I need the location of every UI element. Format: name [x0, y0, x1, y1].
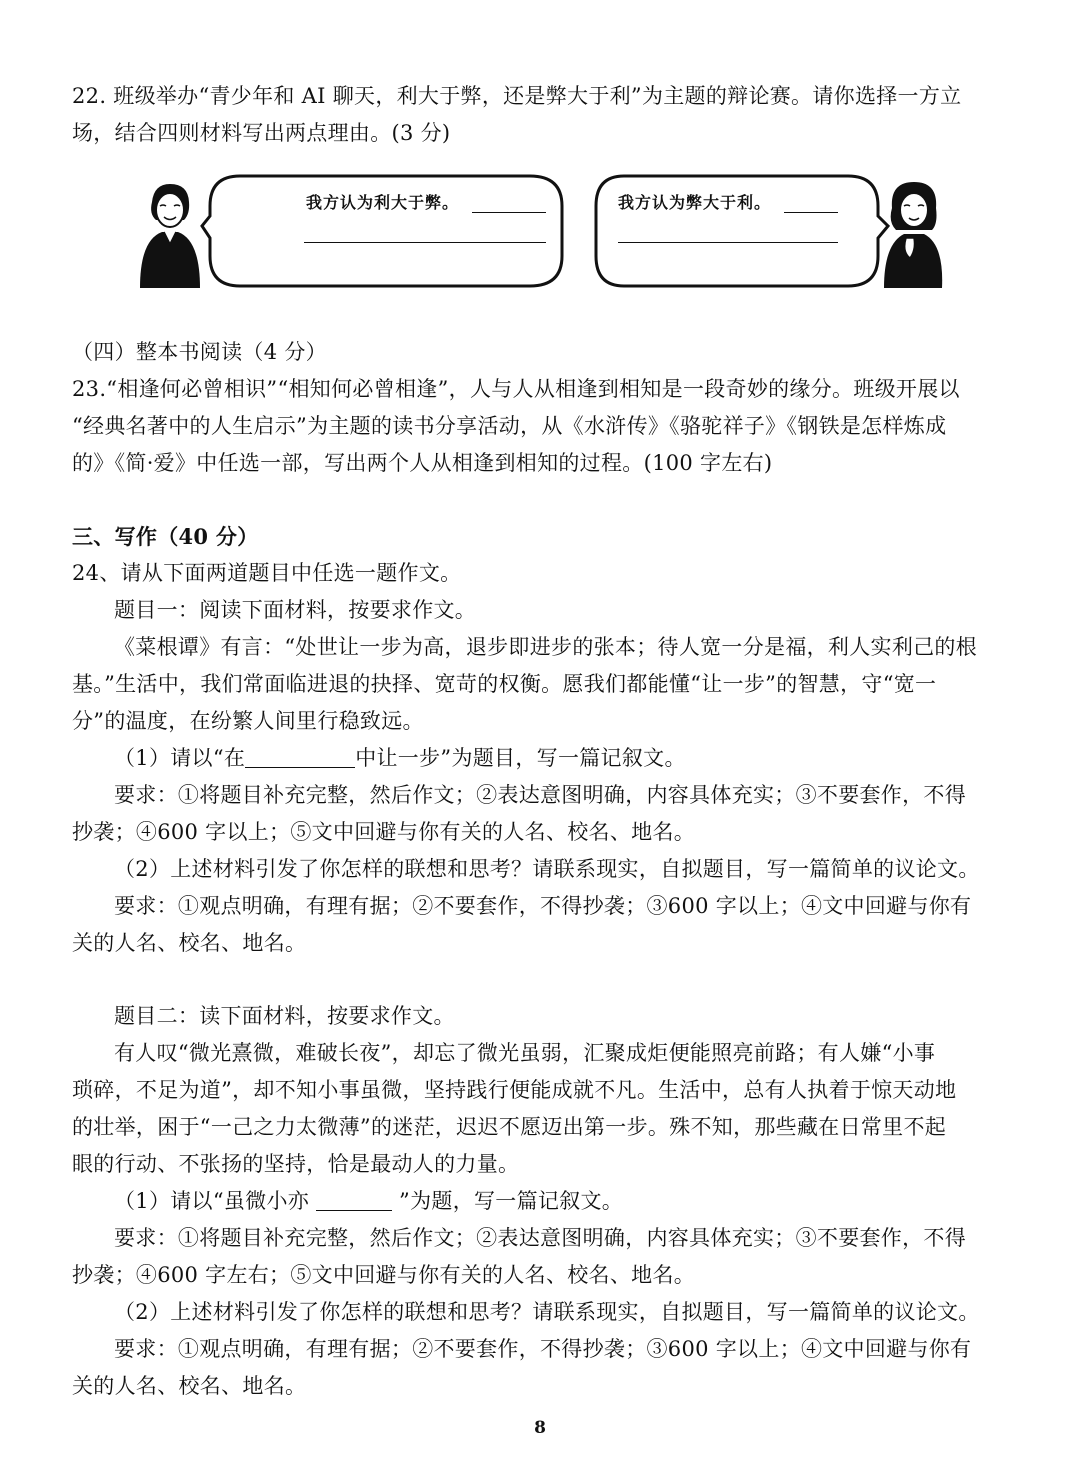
topic2-prompt-1-b: ”为题，写一篇记叙文。	[392, 1189, 624, 1213]
topic1-prompt-1-a: （1）请以“在	[114, 746, 246, 770]
topic1-title: 题目一：阅读下面材料，按要求作文。	[114, 598, 477, 622]
q23-line2: “经典名著中的人生启示”为主题的读书分享活动，从《水浒传》《骆驼祥子》《钢铁是怎样炼成	[72, 414, 947, 438]
topic2-material-1: 有人叹“微光熹微，难破长夜”，却忘了微光虽弱，汇聚成炬便能照亮前路；有人嫌“小事	[114, 1041, 936, 1065]
q22-line1: 22. 班级举办“青少年和 AI 聊天，利大于弊，还是弊大于利”为主题的辩论赛。请你选择一方立	[72, 84, 962, 108]
student-right-illustration	[880, 178, 946, 290]
topic2-req-1a: 要求：①将题目补充完整，然后作文；②表达意图明确，内容具体充实；③不要套作，不得	[114, 1226, 966, 1250]
q23-line1: 23.“相逢何必曾相识”“相知何必曾相逢”，人与人从相逢到相知是一段奇妙的缘分。班级开展以	[72, 377, 960, 401]
q22-line2: 场，结合四则材料写出两点理由。(3 分)	[72, 121, 451, 145]
topic1-prompt-2: （2）上述材料引发了你怎样的联想和思考？请联系现实，自拟题目，写一篇简单的议论文。	[114, 857, 980, 881]
page-number: 8	[534, 1418, 546, 1438]
bubble-right-text: 我方认为弊大于利。	[618, 193, 772, 212]
topic2-prompt-1-a: （1）请以“虽微小亦	[114, 1189, 317, 1213]
bubble-right-blank-2[interactable]	[618, 242, 838, 243]
topic2-title-blank[interactable]	[316, 1188, 392, 1211]
topic2-material-2: 琐碎，不足为道”，却不知小事虽微，坚持践行便能成就不凡。生活中，总有人执着于惊天动地	[72, 1078, 957, 1102]
topic2-req-1b: 抄袭；④600 字左右；⑤文中回避与你有关的人名、校名、地名。	[72, 1263, 696, 1287]
topic1-title-blank[interactable]	[245, 745, 355, 768]
bubble-left-text: 我方认为利大于弊。	[306, 193, 460, 212]
topic2-req-2a: 要求：①观点明确，有理有据；②不要套作，不得抄袭；③600 字以上；④文中回避与你有	[114, 1337, 972, 1361]
topic1-material-2: 基。”生活中，我们常面临进退的抉择、宽苛的权衡。愿我们都能懂“让一步”的智慧，守“宽一	[72, 672, 937, 696]
speech-bubble-right	[592, 170, 892, 292]
topic1-prompt-1-b: 中让一步”为题目，写一篇记叙文。	[355, 746, 686, 770]
topic1-prompt-1	[72, 740, 1008, 777]
bubble-right-blank-1[interactable]	[784, 212, 838, 213]
student-left-illustration	[134, 180, 204, 290]
topic1-material-3: 分”的温度，在纷繁人间里行稳致远。	[72, 709, 424, 733]
q23-line3: 的》《简·爱》中任选一部，写出两个人从相逢到相知的过程。(100 字左右)	[72, 451, 773, 475]
q24-line: 24、请从下面两道题目中任选一题作文。	[72, 561, 462, 585]
topic1-req-2a: 要求：①观点明确，有理有据；②不要套作，不得抄袭；③600 字以上；④文中回避与你有	[114, 894, 972, 918]
topic2-prompt-2: （2）上述材料引发了你怎样的联想和思考？请联系现实，自拟题目，写一篇简单的议论文。	[114, 1300, 980, 1324]
topic1-req-1b: 抄袭；④600 字以上；⑤文中回避与你有关的人名、校名、地名。	[72, 820, 696, 844]
topic1-req-1a: 要求：①将题目补充完整，然后作文；②表达意图明确，内容具体充实；③不要套作，不得	[114, 783, 966, 807]
topic1-material-1: 《菜根谭》有言：“处世让一步为高，退步即进步的张本；待人宽一分是福，利人实利己的根	[114, 635, 978, 659]
topic2-req-2b: 关的人名、校名、地名。	[72, 1374, 307, 1398]
speech-bubble-left	[200, 170, 568, 292]
topic2-title: 题目二：读下面材料，按要求作文。	[114, 1004, 455, 1028]
debate-figure	[72, 170, 1008, 292]
topic2-material-4: 眼的行动、不张扬的坚持，恰是最动人的力量。	[72, 1152, 520, 1176]
section4-heading: （四）整本书阅读（4 分）	[72, 340, 327, 364]
bubble-left-blank-2[interactable]	[304, 242, 546, 243]
section3-heading: 三、写作（40 分）	[72, 524, 259, 549]
topic2-prompt-1	[72, 1183, 1008, 1220]
bubble-left-blank-1[interactable]	[472, 212, 546, 213]
topic2-material-3: 的壮举，困于“一己之力太微薄”的迷茫，迟迟不愿迈出第一步。殊不知，那些藏在日常里不起	[72, 1115, 947, 1139]
topic1-req-2b: 关的人名、校名、地名。	[72, 931, 307, 955]
